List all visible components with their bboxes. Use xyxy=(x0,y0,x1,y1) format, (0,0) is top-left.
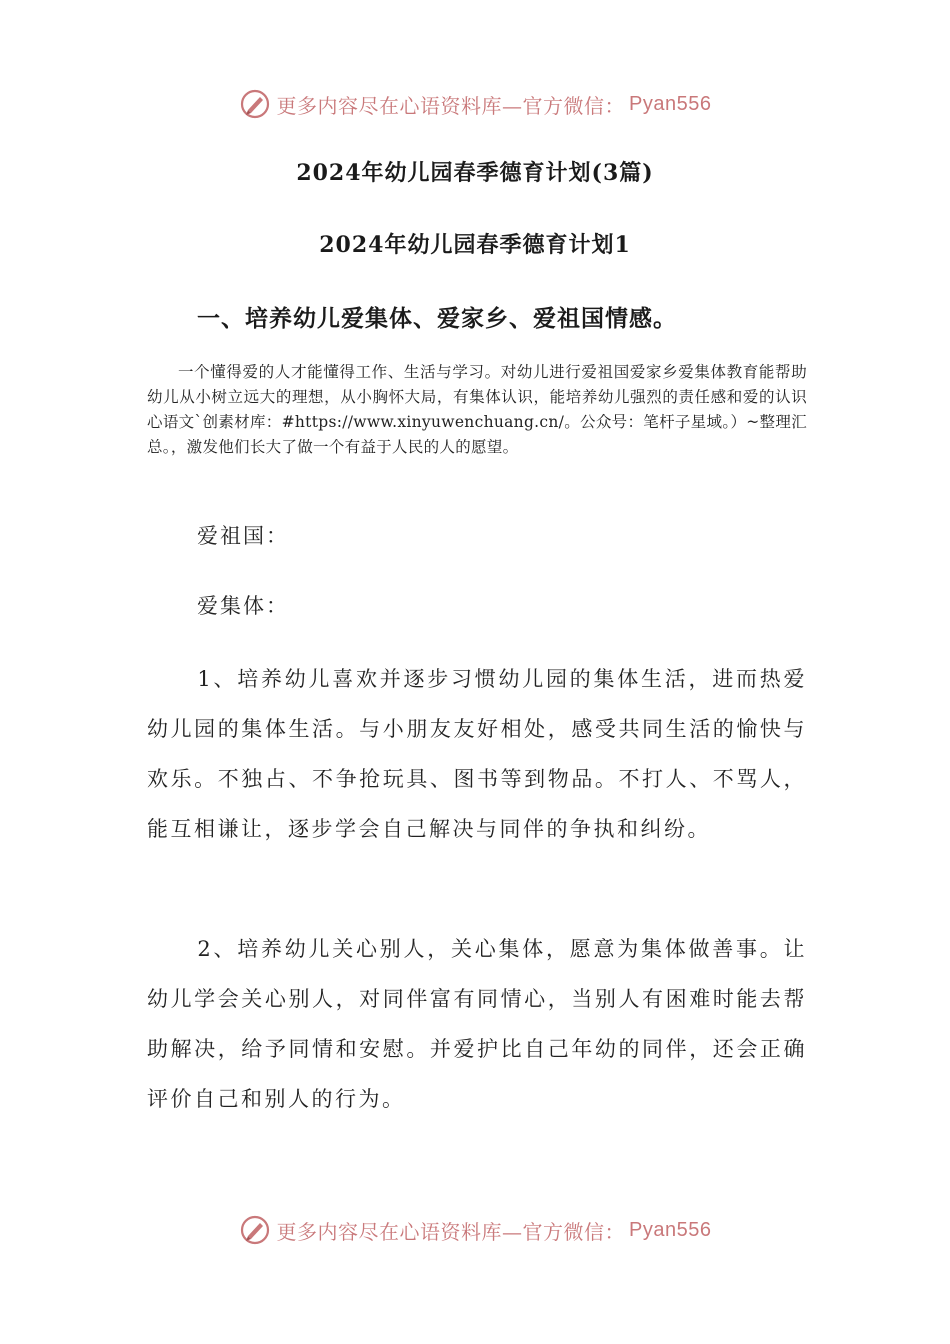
paragraph-2: 2、培养幼儿关心别人，关心集体，愿意为集体做善事。让幼儿学会关心别人，对同伴富有同情心，当别人有困难时能去帮助解决，给予同情和安慰。并爱护比自己年幼的同伴，还会正确评价自己和别人的行为。 xyxy=(147,937,807,1111)
paragraph-1: 1、培养幼儿喜欢并逐步习惯幼儿园的集体生活，进而热爱幼儿园的集体生活。与小朋友友好相处，感受共同生活的愉快与欢乐。不独占、不争抢玩具、图书等到物品。不打人、不骂人，能互相谦让，逐步学会自己解决与同伴的争执和纠纷。 xyxy=(147,667,807,841)
pen-logo-icon xyxy=(239,1214,271,1246)
intro-paragraph: 一个懂得爱的人才能懂得工作、生活与学习。对幼儿进行爱祖国爱家乡爱集体教育能帮助幼儿从小树立远大的理想，从小胸怀大局，有集体认识，能培养幼儿强烈的责任感和爱的认识心语文`创素材库：#https://www.xinyuwenchuang.cn/。公众号：笔杆子星域。）~整理汇总。，激发他们长大了做一个有益于人民的人的愿望。 xyxy=(147,363,807,456)
document-title: 2024年幼儿园春季德育计划(3篇) xyxy=(296,160,654,186)
label-love-collective: 爱集体： xyxy=(197,594,289,618)
pen-logo-icon xyxy=(239,88,271,120)
section-heading: 一、培养幼儿爱集体、爱家乡、爱祖国情感。 xyxy=(197,305,677,332)
document-subtitle: 2024年幼儿园春季德育计划1 xyxy=(319,232,631,258)
banner-text: 更多内容尽在心语资料库—官方微信： xyxy=(276,1219,626,1244)
banner-text: 更多内容尽在心语资料库—官方微信： xyxy=(276,93,626,118)
banner-wechat-id: Pyan556 xyxy=(629,92,712,115)
label-love-country: 爱祖国： xyxy=(197,524,289,548)
footer-banner xyxy=(0,1210,950,1250)
header-banner xyxy=(0,84,950,124)
banner-wechat-id: Pyan556 xyxy=(629,1218,712,1241)
